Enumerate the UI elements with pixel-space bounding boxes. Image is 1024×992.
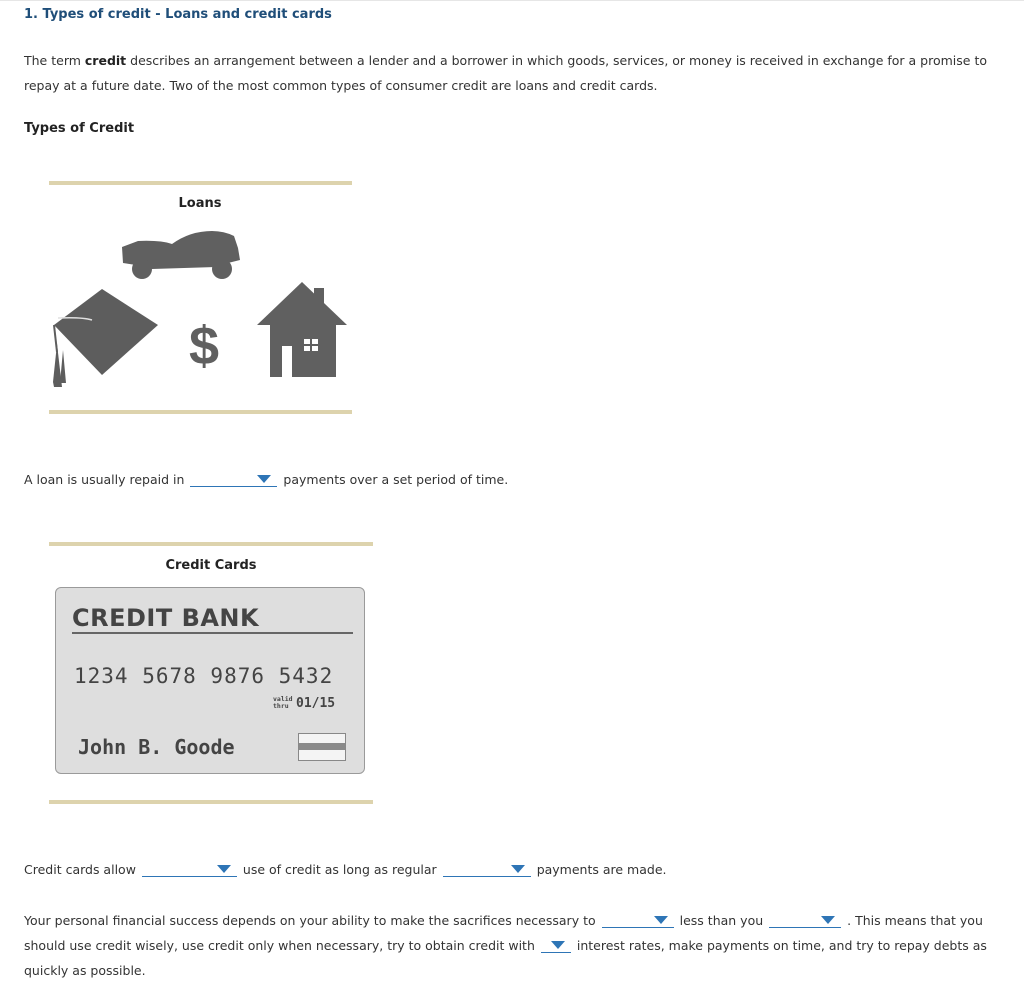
card-valid-thru-label [273, 696, 293, 710]
chevron-down-icon [551, 941, 565, 949]
section-title: Types of Credit [24, 121, 135, 136]
loans-figure-top-rule [49, 181, 352, 185]
card-valid-label-line1: valid [273, 695, 293, 703]
payment-type-dropdown[interactable] [443, 859, 531, 877]
intro-term-credit: credit [84, 53, 127, 68]
card-sentence-part3: payments are made. [536, 862, 667, 877]
loan-sentence [24, 467, 508, 492]
card-chip-stripe [299, 743, 345, 750]
chevron-down-icon [654, 916, 668, 924]
card-sentence [24, 857, 666, 882]
final-part4: interest rates, make payments on time, and try to repay debts as quickly as possible. [24, 938, 987, 978]
dollar-sign-icon: $ [188, 316, 220, 376]
card-sentence-part2: use of credit as long as regular [242, 862, 437, 877]
final-part1: Your personal financial success depends on your ability to make the sacrifices necessary to [24, 913, 596, 928]
chevron-down-icon [217, 865, 231, 873]
card-valid-date: 01/15 [296, 696, 336, 711]
cards-figure-label: Credit Cards [165, 558, 257, 573]
card-chip-icon [298, 733, 346, 761]
question-title: 1. Types of credit - Loans and credit cards [24, 7, 332, 22]
card-divider [72, 632, 353, 634]
loans-figure-bottom-rule [49, 410, 352, 414]
chevron-down-icon [511, 865, 525, 873]
intro-text-start: The term [24, 53, 85, 68]
credit-use-type-dropdown[interactable] [142, 859, 237, 877]
top-divider [0, 0, 1024, 1]
card-sentence-part1: Credit cards allow [24, 862, 136, 877]
interest-rate-dropdown[interactable] [541, 935, 571, 953]
house-icon [257, 282, 347, 377]
comparison-action-dropdown[interactable] [769, 910, 841, 928]
cards-figure-bottom-rule [49, 800, 373, 804]
final-part3: . This means that you should use credit wisely, use credit only when necessary, try to obtain credit with [24, 913, 983, 953]
loans-figure-label: Loans [178, 196, 222, 211]
chevron-down-icon [821, 916, 835, 924]
loan-sentence-end: payments over a set period of time. [283, 472, 509, 487]
card-bank-name: CREDIT BANK [72, 604, 260, 632]
cards-figure-top-rule [49, 542, 373, 546]
intro-paragraph [24, 48, 1004, 98]
chevron-down-icon [257, 475, 271, 483]
loans-illustration [52, 222, 352, 397]
card-holder-name: John B. Goode [78, 735, 235, 759]
final-part2: less than you [679, 913, 764, 928]
final-paragraph [24, 908, 999, 983]
loan-payment-type-dropdown[interactable] [190, 469, 277, 487]
card-number: 1234 5678 9876 5432 [74, 664, 334, 688]
card-valid-label-line2: thru [273, 702, 289, 710]
intro-text-end: describes an arrangement between a lender and a borrower in which goods, services, or money is received in exchange for a promise to repay at a future date. Two of the most common types of consumer credit are loans and credit cards. [24, 53, 987, 93]
graduation-cap-icon [53, 289, 158, 387]
loan-sentence-start: A loan is usually repaid in [24, 472, 185, 487]
car-icon [122, 231, 240, 279]
credit-card-illustration [55, 587, 365, 774]
sacrifice-action-dropdown[interactable] [602, 910, 674, 928]
